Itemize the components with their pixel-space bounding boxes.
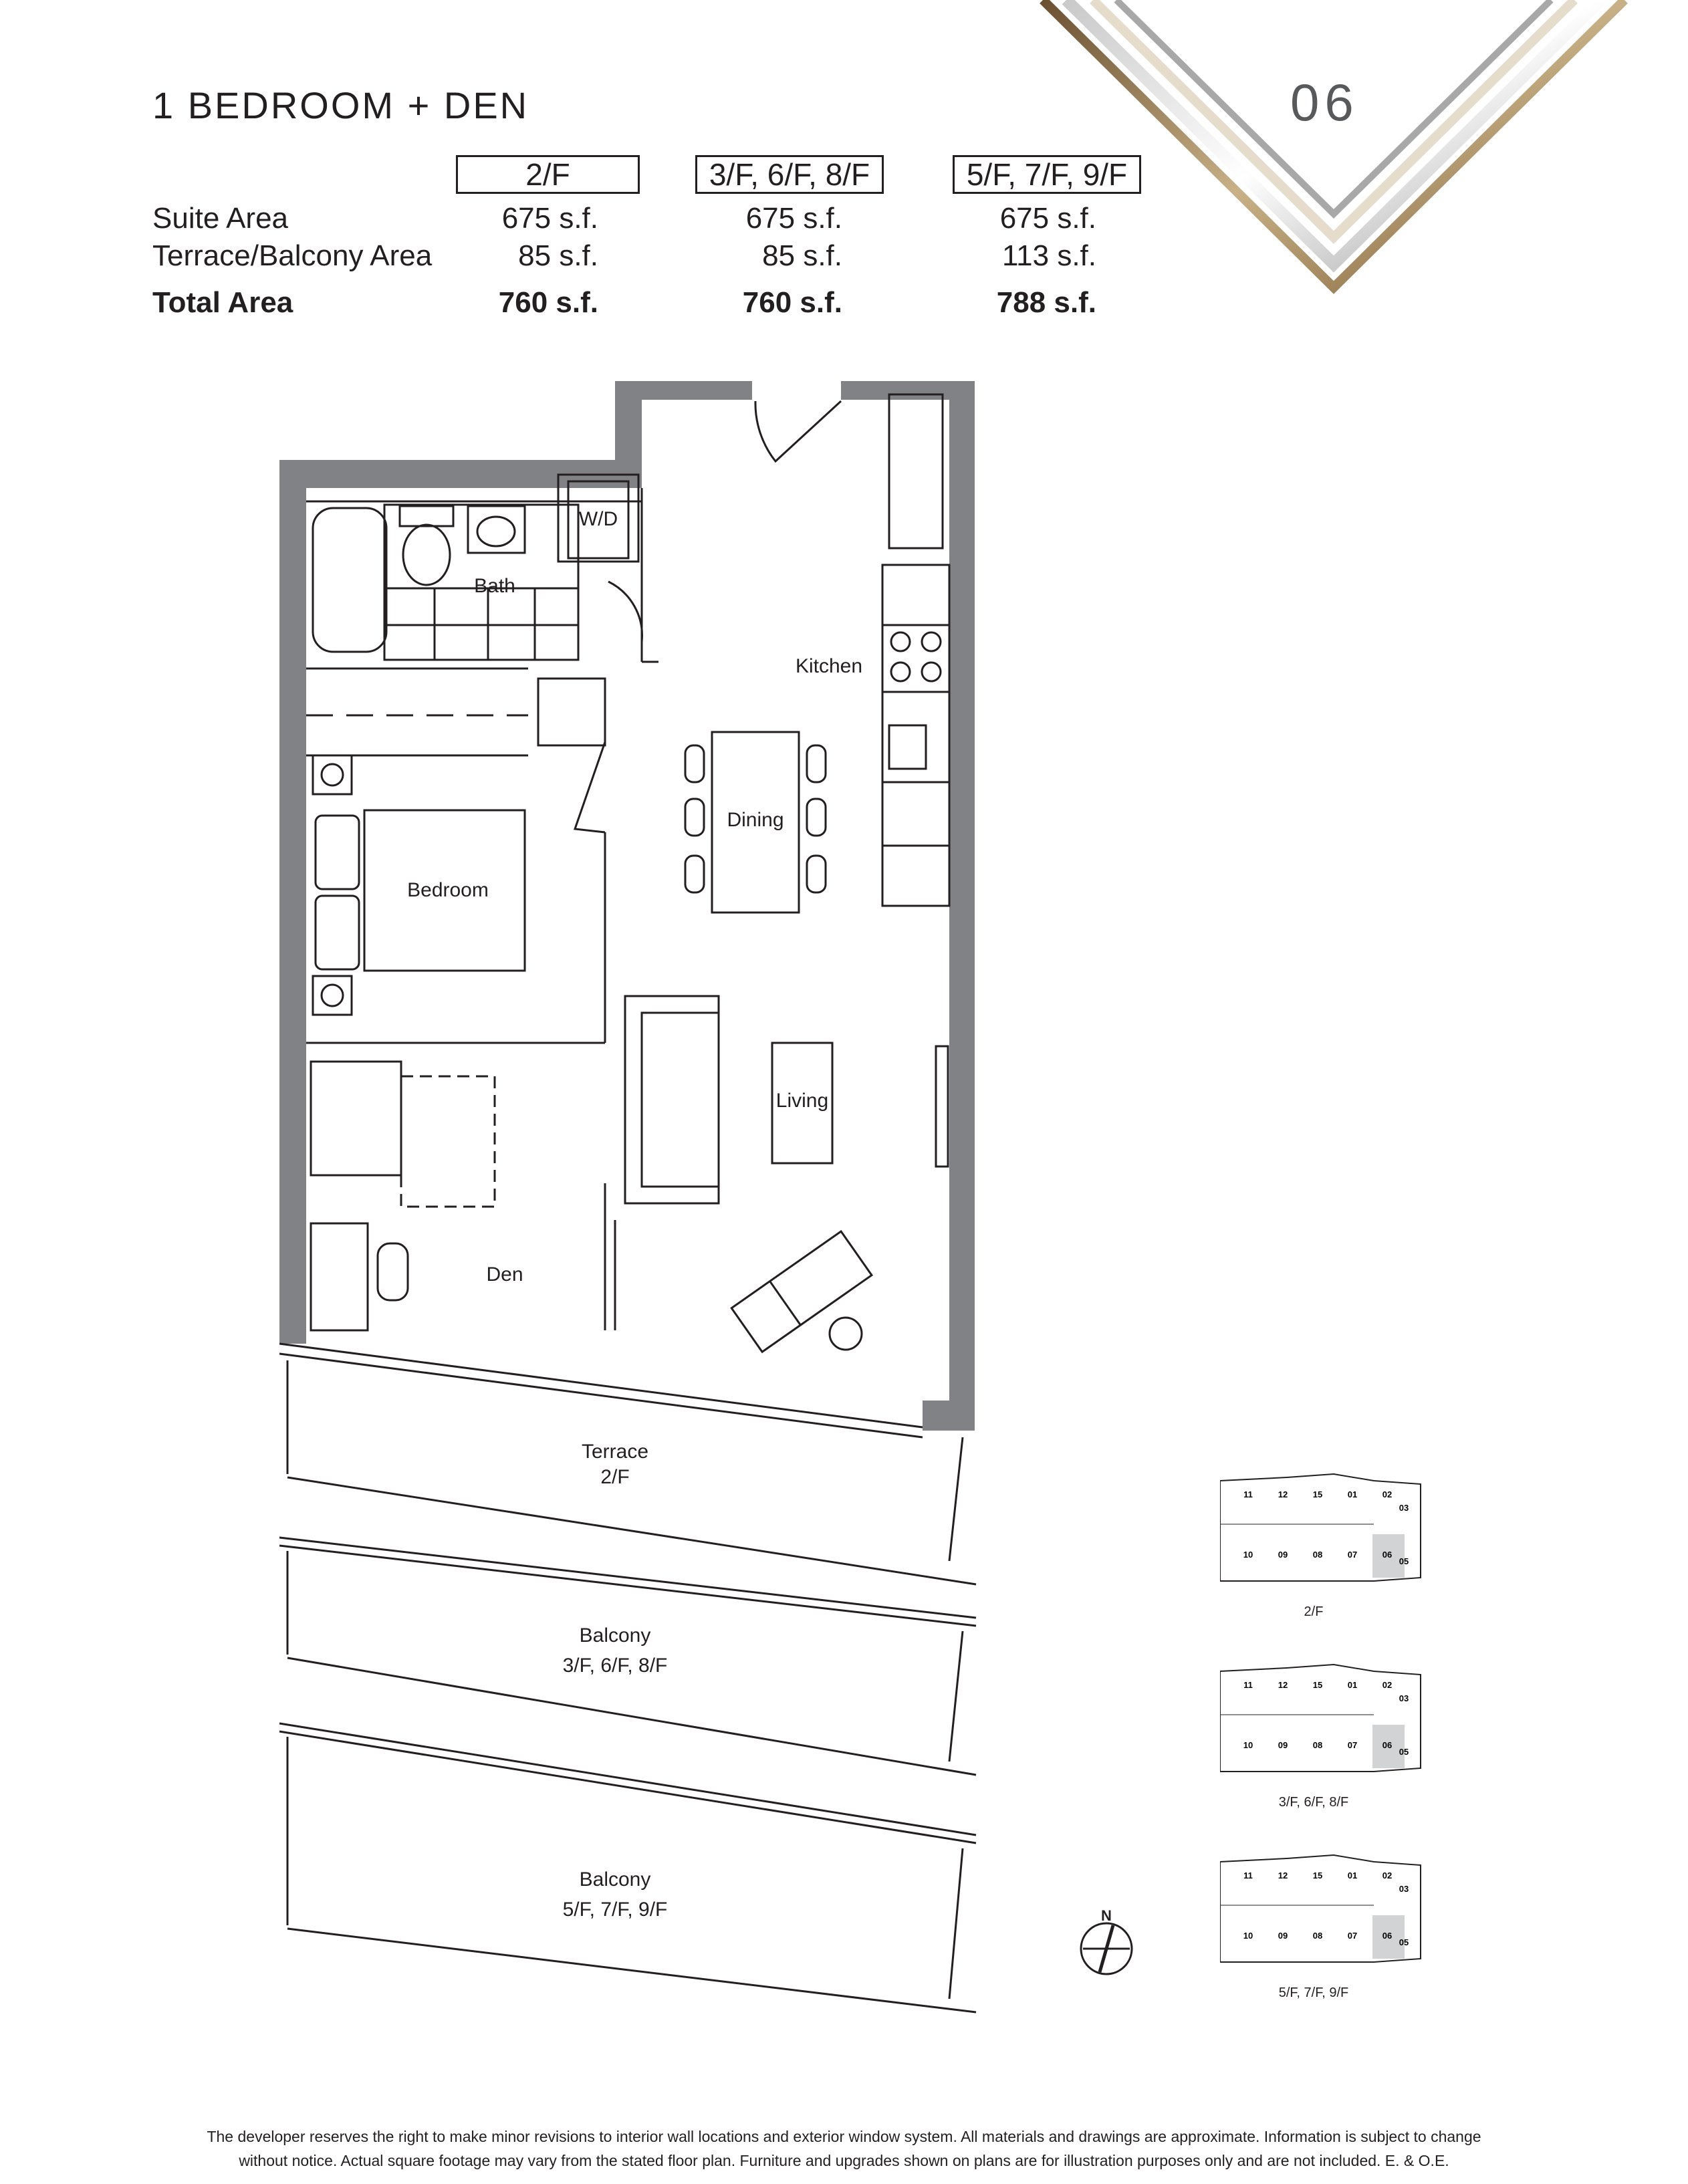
key-plan-unit-label: 11: [1243, 1680, 1253, 1690]
key-plan-unit-label: 12: [1278, 1870, 1288, 1880]
total-area-2f: 760 s.f.: [498, 286, 598, 319]
unit-type-title: 1 BEDROOM + DEN: [152, 84, 529, 126]
key-plan-unit-label: 02: [1382, 1489, 1393, 1499]
disclaimer-line-2: without notice. Actual square footage may vary from the stated floor plan. Furniture and upgrades shown on plans are for illustration purposes only and are not included. E. & O.E.: [239, 2152, 1449, 2169]
suite-area-2f: 675 s.f.: [501, 202, 598, 235]
disclaimer: [100, 2125, 1588, 2173]
key-plan-unit-label: 05: [1399, 1937, 1409, 1947]
key-plan-floor-label: 3/F, 6/F, 8/F: [1278, 1795, 1349, 1810]
key-plan-unit-label: 15: [1312, 1680, 1323, 1690]
balcony-a-floors: 3/F, 6/F, 8/F: [562, 1655, 668, 1677]
key-plan-unit-label: 03: [1399, 1503, 1409, 1513]
column-header-5f-7f-9f: 5/F, 7/F, 9/F: [953, 155, 1141, 194]
column-header-2f: 2/F: [456, 155, 640, 194]
suite-area-3f: 675 s.f.: [745, 202, 842, 235]
room-label-living: Living: [775, 1090, 829, 1112]
key-plan-unit-label: 11: [1243, 1870, 1253, 1880]
key-plan-unit-label: 09: [1278, 1931, 1288, 1941]
key-plan-unit-label: 02: [1382, 1680, 1393, 1690]
terrace-label: Terrace: [581, 1441, 649, 1463]
key-plan-unit-label: 03: [1399, 1884, 1409, 1894]
key-plan-unit-label: 09: [1278, 1550, 1288, 1560]
key-plan-unit-label: 01: [1347, 1870, 1358, 1880]
balcony-a-label: Balcony: [579, 1624, 651, 1647]
key-plan-floor-label: 5/F, 7/F, 9/F: [1278, 1985, 1349, 2000]
key-plan-unit-label: 05: [1399, 1556, 1409, 1566]
total-area-label: Total Area: [152, 286, 293, 319]
key-plan-unit-label: 01: [1347, 1489, 1358, 1499]
terrace-area-2f: 85 s.f.: [518, 239, 598, 272]
key-plan-unit-label: 08: [1312, 1550, 1323, 1560]
room-label-wd: W/D: [578, 508, 618, 530]
compass-north-label: N: [1101, 1907, 1112, 1924]
key-plan-unit-label: 12: [1278, 1680, 1288, 1690]
key-plan-unit-label: 08: [1312, 1931, 1323, 1941]
key-plan-2: [1220, 1658, 1441, 1792]
key-plan-unit-label: 06: [1382, 1550, 1393, 1560]
unit-number: 06: [1290, 73, 1359, 132]
key-plan-3: [1220, 1848, 1441, 1982]
key-plan-unit-label: 07: [1347, 1740, 1358, 1750]
key-plan-unit-label: 15: [1312, 1489, 1323, 1499]
room-label-den: Den: [486, 1263, 523, 1286]
key-plan-unit-label: 07: [1347, 1931, 1358, 1941]
key-plan-unit-label: 03: [1399, 1693, 1409, 1703]
key-plan-unit-label: 08: [1312, 1740, 1323, 1750]
column-header-3f-6f-8f: 3/F, 6/F, 8/F: [695, 155, 884, 194]
key-plan-unit-label: 02: [1382, 1870, 1393, 1880]
balcony-b-label: Balcony: [579, 1868, 651, 1891]
terrace-floors: 2/F: [600, 1466, 630, 1488]
key-plan-unit-label: 11: [1243, 1489, 1253, 1499]
key-plan-unit-label: 06: [1382, 1931, 1393, 1941]
key-plan-unit-label: 01: [1347, 1680, 1358, 1690]
balcony-b-floors: 5/F, 7/F, 9/F: [562, 1899, 668, 1921]
key-plan-unit-label: 12: [1278, 1489, 1288, 1499]
room-label-bath: Bath: [474, 575, 515, 597]
key-plan-unit-label: 05: [1399, 1747, 1409, 1757]
terrace-area-label: Terrace/Balcony Area: [152, 239, 433, 272]
key-plan-unit-label: 10: [1243, 1740, 1253, 1750]
total-area-3f: 760 s.f.: [742, 286, 842, 319]
disclaimer-line-1: The developer reserves the right to make minor revisions to interior wall locations and exterior window system. All materials and drawings are approximate. Information is subject to change: [207, 2128, 1481, 2145]
key-plan-unit-label: 06: [1382, 1740, 1393, 1750]
key-plan-unit-label: 07: [1347, 1550, 1358, 1560]
room-label-dining: Dining: [727, 809, 784, 831]
key-plan-1: [1220, 1467, 1441, 1601]
room-label-kitchen: Kitchen: [795, 655, 863, 677]
key-plan-unit-label: 15: [1312, 1870, 1323, 1880]
total-area-5f: 788 s.f.: [996, 286, 1096, 319]
key-plan-unit-label: 10: [1243, 1931, 1253, 1941]
key-plan-floor-label: 2/F: [1304, 1604, 1324, 1619]
terrace-area-3f: 85 s.f.: [762, 239, 842, 272]
key-plan-unit-label: 10: [1243, 1550, 1253, 1560]
suite-area-5f: 675 s.f.: [999, 202, 1096, 235]
terrace-area-5f: 113 s.f.: [1001, 239, 1096, 272]
suite-area-label: Suite Area: [152, 202, 289, 235]
key-plan-unit-label: 09: [1278, 1740, 1288, 1750]
room-label-bedroom: Bedroom: [407, 879, 489, 901]
